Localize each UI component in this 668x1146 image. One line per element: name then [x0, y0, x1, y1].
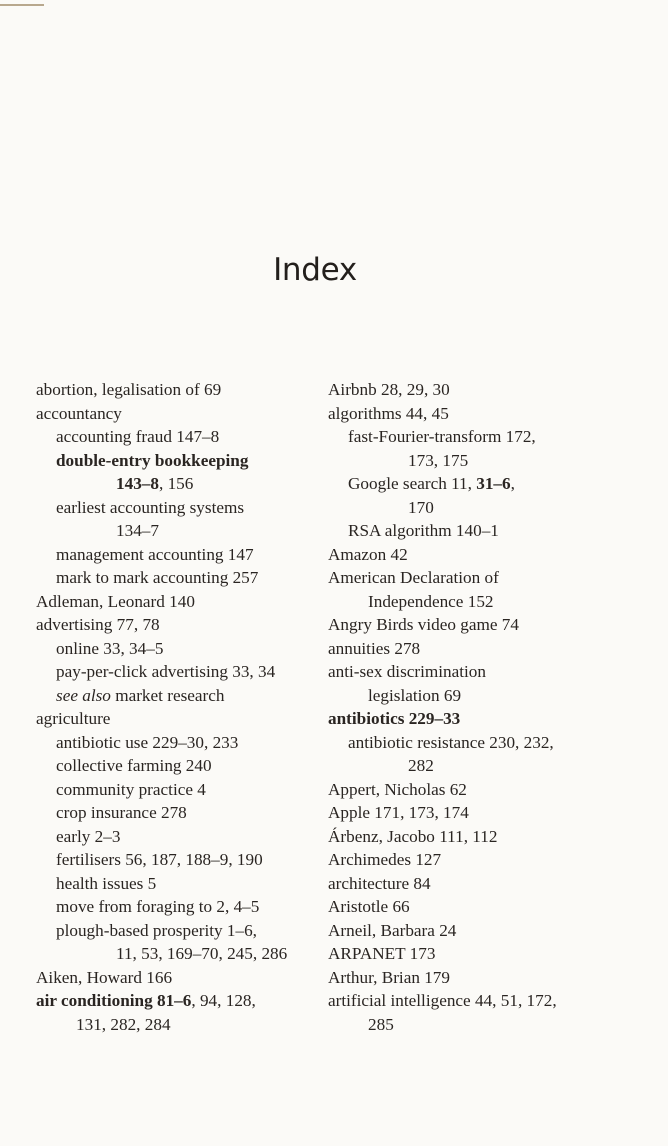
index-entry — [36, 707, 328, 731]
index-entry — [36, 613, 328, 637]
index-subentry — [36, 895, 328, 919]
index-entry — [328, 801, 648, 825]
index-entry — [328, 872, 648, 896]
index-entry — [328, 966, 648, 990]
entry-text-segment: fast-Fourier-transform 172, — [348, 427, 536, 446]
entry-continuation-line — [348, 754, 648, 778]
index-entry — [36, 378, 328, 402]
index-subentry — [36, 425, 328, 449]
entry-text-segment: 170 — [408, 497, 434, 517]
index-subentry — [36, 848, 328, 872]
entry-text-segment: 285 — [368, 1014, 394, 1034]
entry-text-segment: 31–6 — [476, 474, 511, 493]
entry-text-segment: , 94, 128, — [191, 991, 256, 1010]
entry-continuation-line — [328, 590, 648, 614]
entry-text-segment: Angry Birds video game 74 — [328, 615, 519, 634]
index-entry — [328, 989, 648, 1036]
index-entry — [328, 848, 648, 872]
page-edge-rule — [0, 4, 44, 6]
cross-reference-text: see also — [56, 685, 111, 705]
entry-text-segment: Apple 171, 173, 174 — [328, 803, 469, 822]
index-subentry — [328, 472, 648, 519]
entry-text-segment: annuities 278 — [328, 638, 421, 658]
index-entry — [328, 543, 648, 567]
index-entry — [328, 637, 648, 661]
entry-text-segment: 143–8 — [116, 474, 159, 493]
index-entry — [328, 402, 648, 426]
entry-text-segment: agriculture — [36, 709, 111, 728]
index-entry — [328, 378, 648, 402]
entry-continuation-line — [328, 1013, 648, 1037]
entry-text-segment: Google search 11, — [348, 474, 477, 493]
entry-continuation-line — [56, 519, 328, 543]
entry-text-segment: antibiotic resistance 230, 232, — [348, 732, 554, 752]
index-subentry — [36, 872, 328, 896]
page-title: Index — [273, 252, 357, 288]
entry-text-segment: accountancy — [36, 403, 122, 423]
index-subentry — [36, 566, 328, 590]
index-subentry — [36, 754, 328, 778]
index-subentry — [36, 731, 328, 755]
index-subentry — [36, 919, 328, 966]
entry-text-segment: American Declaration of — [328, 568, 499, 587]
entry-text-segment: Amazon 42 — [328, 544, 408, 564]
index-subentry — [36, 543, 328, 567]
entry-text-segment: double-entry bookkeeping — [56, 450, 249, 470]
entry-text-segment: fertilisers 56, 187, 188–9, 190 — [56, 850, 263, 869]
index-subentry — [36, 660, 328, 684]
entry-text-segment: 173, 175 — [408, 450, 469, 470]
entry-text-segment: management accounting 147 — [56, 544, 254, 564]
entry-text-segment: ARPANET 173 — [328, 944, 436, 963]
entry-text-segment: market research — [110, 685, 225, 705]
entry-text-segment: Archimedes 127 — [328, 850, 442, 869]
index-entry — [328, 707, 648, 731]
entry-continuation-line — [348, 496, 648, 520]
entry-text-segment: algorithms 44, 45 — [328, 403, 449, 423]
index-subentry — [36, 684, 328, 708]
entry-text-segment: abortion, legalisation of 69 — [36, 380, 222, 399]
entry-text-segment: Aiken, Howard 166 — [36, 967, 173, 987]
entry-text-segment: earliest accounting systems — [56, 497, 245, 517]
index-subentry — [328, 519, 648, 543]
entry-text-segment: Arthur, Brian 179 — [328, 967, 450, 987]
entry-text-segment: anti-sex discrimination — [328, 662, 486, 681]
entry-text-segment: 11, 53, 169–70, 245, 286 — [116, 944, 288, 963]
index-column-left — [36, 378, 328, 1036]
entry-continuation-line — [36, 1013, 328, 1037]
index-entry — [36, 590, 328, 614]
entry-text-segment: crop insurance 278 — [56, 803, 187, 822]
entry-text-segment: plough-based prosperity 1–6, — [56, 920, 257, 940]
entry-text-segment: pay-per-click advertising 33, 34 — [56, 662, 276, 681]
entry-text-segment: , 156 — [158, 474, 194, 493]
index-subentry — [36, 801, 328, 825]
index-subentry — [328, 731, 648, 778]
index-subentry — [36, 496, 328, 543]
entry-continuation-line — [56, 472, 328, 496]
entry-text-segment: online 33, 34–5 — [56, 638, 164, 658]
entry-text-segment: Árbenz, Jacobo 111, 112 — [328, 826, 498, 846]
index-subentry — [328, 425, 648, 472]
entry-text-segment: antibiotics 229–33 — [328, 709, 461, 728]
index-subentry — [36, 778, 328, 802]
index-entry — [328, 919, 648, 943]
entry-text-segment: 282 — [408, 756, 434, 775]
entry-text-segment: Adleman, Leonard 140 — [36, 591, 195, 611]
entry-text-segment: 134–7 — [116, 521, 159, 540]
entry-text-segment: collective farming 240 — [56, 756, 212, 775]
index-entry — [36, 989, 328, 1036]
index-entry — [328, 566, 648, 613]
index-entry — [328, 660, 648, 707]
index-entry — [328, 778, 648, 802]
index-subentry — [36, 825, 328, 849]
entry-text-segment: architecture 84 — [328, 873, 431, 893]
entry-text-segment: legislation 69 — [368, 685, 462, 705]
entry-text-segment: artificial intelligence 44, 51, 172, — [328, 991, 557, 1010]
index-entry — [36, 966, 328, 990]
entry-text-segment: , — [510, 474, 515, 493]
entry-text-segment: air conditioning 81–6 — [36, 991, 192, 1010]
entry-text-segment: Appert, Nicholas 62 — [328, 779, 467, 799]
index-entry — [328, 825, 648, 849]
entry-text-segment: community practice 4 — [56, 779, 206, 799]
entry-text-segment: accounting fraud 147–8 — [56, 427, 220, 446]
entry-text-segment: Independence 152 — [368, 591, 494, 611]
entry-text-segment: Aristotle 66 — [328, 897, 410, 916]
index-entry — [328, 895, 648, 919]
entry-text-segment: Airbnb 28, 29, 30 — [328, 380, 450, 399]
entry-text-segment: advertising 77, 78 — [36, 615, 160, 634]
index-column-right — [328, 378, 648, 1036]
entry-text-segment: 131, 282, 284 — [76, 1014, 171, 1034]
entry-text-segment: mark to mark accounting 257 — [56, 568, 259, 587]
entry-text-segment: antibiotic use 229–30, 233 — [56, 732, 239, 752]
entry-continuation-line — [328, 684, 648, 708]
index-subentry — [36, 637, 328, 661]
index-entry — [328, 613, 648, 637]
entry-continuation-line — [348, 449, 648, 473]
index-subentry — [36, 449, 328, 496]
entry-text-segment: health issues 5 — [56, 873, 157, 893]
entry-text-segment: move from foraging to 2, 4–5 — [56, 897, 260, 916]
entry-continuation-line — [56, 942, 328, 966]
index-entry — [36, 402, 328, 426]
index-entry — [328, 942, 648, 966]
entry-text-segment: Arneil, Barbara 24 — [328, 920, 457, 940]
entry-text-segment: RSA algorithm 140–1 — [348, 521, 499, 540]
entry-text-segment: early 2–3 — [56, 826, 121, 846]
